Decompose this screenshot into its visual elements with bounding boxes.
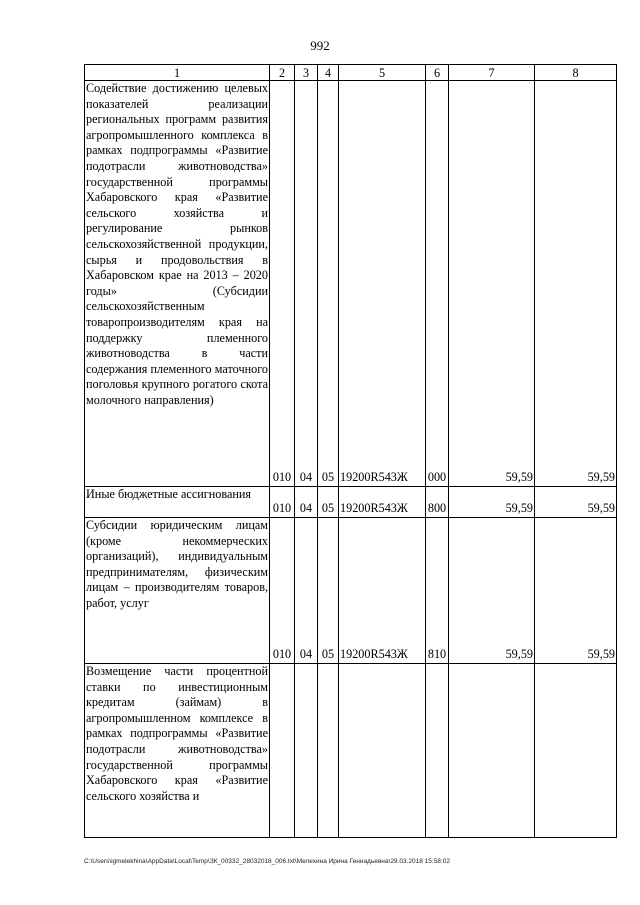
header-cell: 7 [449, 65, 535, 81]
row-name-cell [85, 518, 270, 664]
col2-cell: 010 [270, 518, 295, 664]
page-number: 992 [310, 38, 330, 53]
file-path-footer: C:\Users\igmelekhina\AppData\Local\Temp\ЗК_00332_28032018_006.txt\Мелехина Ирина Геннадьевна\29.03.2018 15:58:02 [84, 858, 450, 865]
col8-cell: 59,59 [535, 518, 617, 664]
col3-cell [295, 664, 318, 838]
budget-table [84, 64, 617, 838]
row-name: Возмещение части процентной ставки по инвестиционным кредитам (займам) в агропромышленном комплексе в рамках подпрограммы «Развитие подотрасли животноводства» государственной программы Хабаровского края «Развитие сельского хозяйства и [86, 664, 268, 803]
table-header-row [85, 65, 617, 81]
col3-cell: 04 [295, 518, 318, 664]
header-cell: 5 [339, 65, 426, 81]
col5-cell: 19200R543Ж [339, 81, 426, 487]
col7-cell: 59,59 [449, 487, 535, 518]
header-cell: 8 [535, 65, 617, 81]
header-cell: 3 [295, 65, 318, 81]
col6-cell [426, 664, 449, 838]
col8-cell [535, 664, 617, 838]
table-row [85, 487, 617, 518]
row-name: Субсидии юридическим лицам (кроме некоммерческих организаций), индивидуальным предпринимателям, физическим лицам – производителям товаров, работ, услуг [86, 518, 268, 610]
col4-cell: 05 [318, 81, 339, 487]
col6-cell: 810 [426, 518, 449, 664]
col8-cell: 59,59 [535, 81, 617, 487]
col2-cell [270, 664, 295, 838]
table-row [85, 518, 617, 664]
row-name-cell [85, 487, 270, 518]
row-name-cell [85, 664, 270, 838]
col4-cell [318, 664, 339, 838]
col6-cell: 800 [426, 487, 449, 518]
col6-cell: 000 [426, 81, 449, 487]
col2-cell: 010 [270, 81, 295, 487]
col5-cell: 19200R543Ж [339, 518, 426, 664]
col4-cell: 05 [318, 518, 339, 664]
col3-cell: 04 [295, 81, 318, 487]
col7-cell: 59,59 [449, 81, 535, 487]
header-cell: 6 [426, 65, 449, 81]
row-name-cell [85, 81, 270, 487]
header-cell: 1 [85, 65, 270, 81]
col2-cell: 010 [270, 487, 295, 518]
col4-cell: 05 [318, 487, 339, 518]
col5-cell [339, 664, 426, 838]
row-name: Иные бюджетные ассигнования [86, 487, 252, 501]
header-cell: 2 [270, 65, 295, 81]
row-name: Содействие достижению целевых показателей реализации региональных программ развития агропромышленного комплекса в рамках подпрограммы «Развитие подотрасли животноводства» государственной программы Хабаровского края «Развитие сельского хозяйства и регулирование рынков сельскохозяйственной продукции, сырья и продовольствия в Хабаровском крае на 2013 – 2020 годы» (Субсидии сельскохозяйственным товаропроизводителям края на поддержку племенного животноводства в части содержания племенного маточного поголовья крупного рогатого скота молочного направления) [86, 81, 268, 407]
table-row [85, 81, 617, 487]
col5-cell: 19200R543Ж [339, 487, 426, 518]
header-cell: 4 [318, 65, 339, 81]
col3-cell: 04 [295, 487, 318, 518]
col8-cell: 59,59 [535, 487, 617, 518]
table-row [85, 664, 617, 838]
col7-cell [449, 664, 535, 838]
col7-cell: 59,59 [449, 518, 535, 664]
